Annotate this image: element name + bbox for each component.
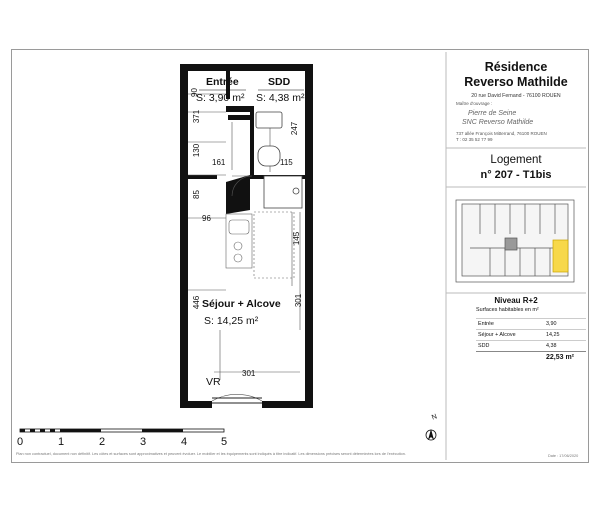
footer-note: Plan non contractuel, document non définitif. Les côtes et surfaces sont approximatives et peuvent évoluer. Le mobilier et les équipements sont indiqués à titre indicatif. Les dimensions précises seront déterminées lors de l'exécution. — [16, 452, 406, 456]
surface-value: 3,90 — [544, 319, 586, 330]
surface-name: SDD — [476, 341, 544, 352]
dim-85: 85 — [191, 190, 201, 199]
project-title-line1: Résidence — [484, 60, 548, 74]
dim-115: 115 — [280, 158, 293, 167]
dim-90: 90 — [189, 88, 199, 97]
owner-name2: SNC Reverso Mathilde — [462, 119, 534, 126]
surface-row — [476, 330, 586, 341]
dim-446: 446 — [192, 295, 202, 310]
room-sejour-name: Séjour + Alcove — [202, 298, 281, 310]
room-sdd-name: SDD — [268, 76, 291, 88]
surfaces-title: Surfaces habitables en m² — [476, 307, 539, 313]
scale-label-1: 1 — [58, 436, 65, 448]
room-sdd-area: S: 4,38 m² — [256, 92, 305, 104]
owner-label: Maître d'ouvrage : — [456, 101, 493, 106]
surface-name: Entrée — [476, 319, 544, 330]
dim-247: 247 — [290, 121, 300, 136]
dim-301-horizontal: 301 — [242, 369, 256, 378]
scale-label-0: 0 — [17, 436, 24, 448]
scale-label-4: 4 — [181, 436, 188, 448]
scale-label-2: 2 — [99, 436, 106, 448]
dim-145: 145 — [292, 231, 302, 246]
north-label: N — [430, 413, 439, 422]
dim-96: 96 — [202, 214, 211, 223]
kitchenette — [226, 212, 294, 278]
unit-number: n° 207 - T1bis — [480, 169, 552, 181]
surface-row — [476, 341, 586, 352]
surfaces-table — [476, 318, 586, 362]
unit-level: Niveau R+2 — [494, 296, 538, 305]
room-entree-area: S: 3,90 m² — [196, 92, 245, 104]
surface-row — [476, 319, 586, 330]
scale-label-3: 3 — [140, 436, 147, 448]
dim-161: 161 — [212, 158, 226, 167]
surface-value: 4,38 — [544, 341, 586, 352]
owner-address: 737 allée François Mitterrand, 76100 ROUEN — [456, 131, 547, 136]
room-sejour-area: S: 14,25 m² — [204, 315, 259, 327]
unit-label: Logement — [490, 154, 542, 166]
north-arrow-icon — [426, 429, 436, 440]
vr-label: VR — [206, 376, 221, 388]
project-address: 20 rue David Fernand - 76100 ROUEN — [471, 93, 561, 99]
room-entree-name: Entrée — [206, 76, 239, 88]
owner-name1: Pierre de Seine — [468, 110, 517, 117]
scale-label-5: 5 — [221, 436, 228, 448]
dim-301-vertical: 301 — [294, 293, 304, 308]
date-label: Date : 17/06/2020 — [548, 454, 579, 458]
surface-name: Séjour + Alcove — [476, 330, 544, 341]
surface-value: 14,25 — [544, 330, 586, 341]
key-plan — [456, 200, 574, 282]
dimension-lines — [188, 94, 300, 380]
project-title-line2: Reverso Mathilde — [464, 75, 568, 89]
owner-phone: T : 02 35 52 77 99 — [456, 137, 493, 142]
dim-130: 130 — [192, 143, 202, 158]
scale-bar — [20, 429, 224, 432]
dim-371: 371 — [192, 109, 202, 124]
window — [212, 398, 262, 403]
surface-total-row — [476, 352, 586, 363]
surface-total: 22,53 m² — [544, 352, 586, 363]
